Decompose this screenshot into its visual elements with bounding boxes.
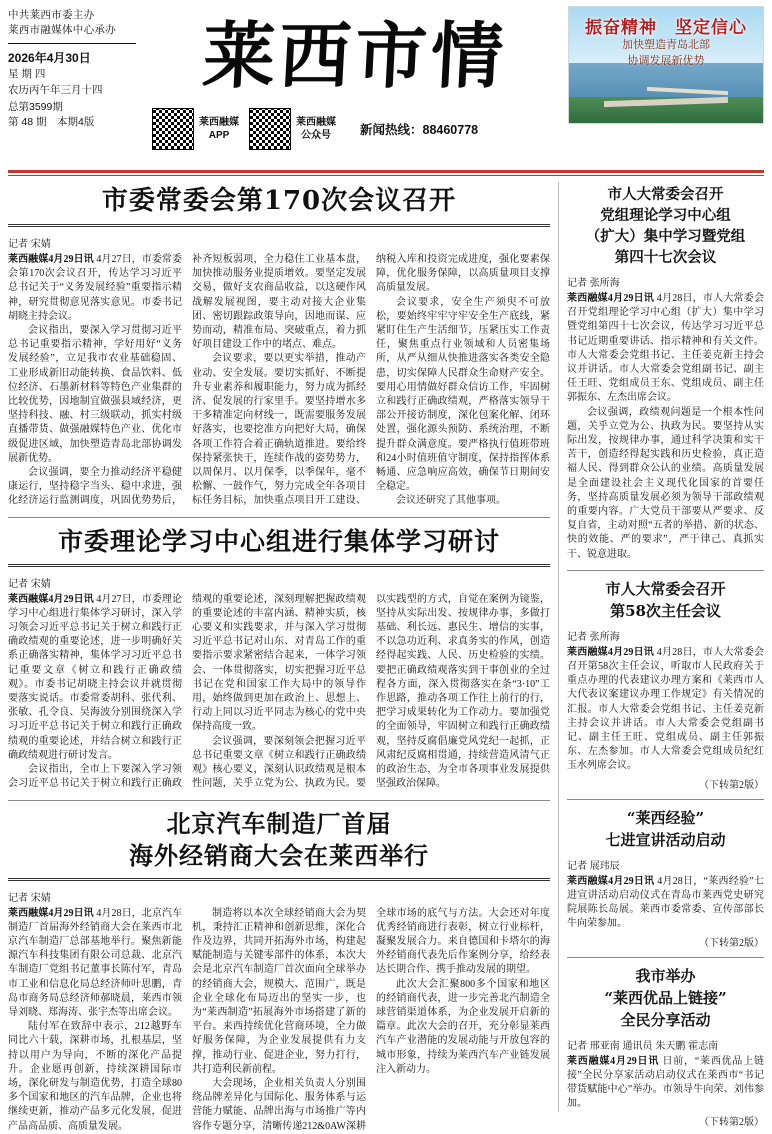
- issue-number: 第 48 期 本期4版: [8, 116, 95, 128]
- article-1-para-1: 会议指出，要深入学习贯彻习近平总书记重要指示精神，学好用好“义务发展经验”，立足我市农业基础稳固、工业形成新旧动能转换、食品饮料、低位经济、石墨新材料等特色产业集群的比较优势，因地制宜做强县域经济，更坚持科技、融、村三级联动，抓实村级直播带货、做强融媒特色产业、优化市级促进区域，加快塑造青岛北部协调发展新优势。: [8, 325, 182, 464]
- article-1-lead: [8, 253, 182, 324]
- side-article-2-dateline: 莱西融媒4月29日讯: [567, 646, 655, 658]
- side-article-4-headline-line-1: 我市举办: [635, 966, 696, 985]
- date-lunar: 农历丙午年三月十四: [8, 84, 103, 96]
- qr-app-label-2: APP: [208, 130, 230, 141]
- weekday: 星 期 四: [8, 68, 46, 80]
- qr-wechat-label-2: 公众号: [301, 130, 331, 141]
- issue-total: 总第3599期: [8, 101, 63, 113]
- article-1-para-5: 会议还研究了其他事项。: [396, 495, 506, 507]
- article-1-dateline-2: 4月27日，: [96, 254, 142, 265]
- rule: [8, 517, 550, 518]
- masthead: [8, 6, 764, 166]
- side-article-3-dateline: 莱西融媒4月29日讯: [567, 875, 655, 887]
- side-article-1-headline-line-3: （扩大）集中学习暨党组: [585, 228, 746, 245]
- promo-subtitle: [569, 37, 763, 69]
- masthead-right: [568, 6, 764, 124]
- masthead-rule: [8, 170, 764, 173]
- article-2-dateline: 莱西融媒4月29日讯: [8, 593, 94, 605]
- article-3-lead: [8, 907, 182, 1021]
- side-article-1-para-1: 会议强调，政绩观问题是一个根本性问题，关乎立党为公、执政为民。要坚持从实际出发，按规律办事，通过科学决策和实干苦干，创造经得起实践和历史检验，真正造福人民、得到群众公认的业绩。高质量发展是全面建设社会主义现代化国家的首要任务，坚持高质量发展必须为领导干部政绩观的重要内容。广大党员干部要从严要求、反复自省，主动对照“五者的举措、新的状态、快的效能、严的要求”，严于律己、真抓实干、锐意进取。: [567, 406, 764, 560]
- side-article-3: [567, 807, 764, 949]
- side-article-2-dateline-2: 4月28日，: [656, 646, 703, 658]
- qr-code-icon[interactable]: [249, 108, 291, 150]
- article-3-para-0: 北京汽车制造厂首届海外经销商大会在莱西市北京汽车制造厂总部基地举行。聚焦新能源汽车科技集团有限公司总裁、北京汽车制造厂党组书记董事长陈付军，青岛市工业和信息化局总经济师叶思鹏，青岛市商务局总经济师郝晓晨，莱西市领导刘晓、郑海涛、张宇杰等出席会议。: [8, 907, 183, 1018]
- side-article-2-lead: [567, 646, 764, 774]
- side-column: [558, 182, 765, 1129]
- rule: [8, 800, 550, 801]
- qr-app-label-1: 莱西融媒: [199, 117, 239, 128]
- article-2-para-0: 市委理论学习中心组进行集体学习研讨，深入学习领会习近平总书记关于树立和践行正确政绩观的重要论述，进一步明确好关系正确落实精神，集体学习习近平总书记重要文章《树立和践行正确政绩观》。市委书记胡晓主持会议并就贯彻要落实说话。市委常委胡科、张代利、张敏、孔令良、吴海波分别围绕深入学习习近平总书记关于树立和践行正确政绩观的重要论述，并结合树立和践行正确政绩观进行研讨发言。: [8, 593, 183, 761]
- side-article-1-lead: [567, 292, 764, 406]
- promo-subtitle-1: 加快塑造青岛北部: [622, 39, 710, 51]
- article-1-para-3: 会议要求，要以更实举措，推动产业动、安全发展。要切实抓好、不断提升专业素养和履职能力，努力成为抓经济、促发展的行家里手。要坚持增水多干多精准定向材线一，既需要服务发展好落实，也要挖准方向把好大局，确保各项工作符合着正确轨道推进。要给终保持紧张快干，连续作战的姿势势力，以周保月、以月保季，以季保年，毫不松懈、一鼓作气，努力完成全年各项目标任务目标，加快重点项目开工建设、纳税入库和投资完成进度，强化要素保障，优化服务保障，以高质量项目支撑高质量发展。: [192, 254, 550, 507]
- side-article-3-lead: [567, 875, 764, 932]
- news-hotline: 新闻热线：88460778: [360, 123, 479, 137]
- article-1-headline: 市委常委会第170次会议召开: [101, 186, 457, 216]
- article-2-para-1: 会议指出，全市上下要深入学习领会习近平总书记关于树立和践行正确政绩观的重要论述，深刻理解把握政绩观的重要论述的丰富内涵、精神实质，核心要义和实践要求，并与深入学习贯彻习近平总书记对山东、对青岛工作的重要指示要求紧密结合起来，一体学习领会、一体贯彻落实，切实把握习近平总书记在党和国家工作大局中的领导作用，始终做到更加在政治上、思想上、行动上同以习近平同志为核心的党中央保持高度一致。: [8, 593, 366, 790]
- side-article-1-dateline-2: 4月28日，: [656, 293, 703, 304]
- article-3-headline-line-1: 北京汽车制造厂首届: [166, 808, 392, 838]
- rule: [8, 224, 550, 227]
- qr-row: [142, 108, 568, 150]
- article-2-byline: 记者 宋婧: [8, 578, 51, 590]
- masthead-left: [8, 6, 136, 130]
- side-article-2: [567, 578, 764, 791]
- article-3: [8, 808, 550, 1134]
- side-article-3-dateline-2: 4月28日，: [657, 875, 704, 887]
- date-gregorian: 2026年4月30日: [8, 51, 91, 65]
- article-1: [8, 184, 550, 509]
- side-article-4-headline-line-2: “莱西优品上链接”: [604, 988, 727, 1007]
- article-1-dateline: 莱西融媒4月29日讯: [8, 254, 94, 265]
- article-3-para-1: 陆付军在致辞中表示，212越野车同比六十载，深耕市场，扎根基层，坚持以用户为导向，不断的深化产品提升。企业愿再创新，持续深耕国际市场，深化研发与制造优势，打造全球80多个国家和地区的汽车品牌，企业也将继续更新，推动产品多元化发展，促进产品高品质、高质量发展。: [8, 1021, 182, 1132]
- article-1-byline: 记者 宋婧: [8, 239, 51, 250]
- article-3-para-4: 此次大会汇聚800多个国家和地区的经销商代表，进一步完善北汽制造全球营销渠道体系，为企业发展开启新的篇章。此次大会的召开，充分彰显莱西汽车产业潜能的发展动能与开放包容的城市形象，持续为莱西汽车产业链发展注入新动力。: [376, 978, 550, 1075]
- article-2-para-2: 会议强调，要深刻领会把握习近平总书记重要文章《树立和践行正确政绩观》核心要义，深刻认识政绩观是根本性问题，关乎立党为公、执政为民。要以实践型的方式，自觉在案例为镜鉴，坚持从实际出发、按规律办事，多做打基础、利长远、惠民生、增信的实事，不以急功近利、求真务实的作风，创造经得起实践、人民、历史检验的实绩。要把正确政绩观落实到干事创业的全过程各方面，深入贯彻落实在条“3·10”工作思路，推动各项工作往上前行的行，把学习成果转化为工作动力。要加强党的全面领导，牢固树立和践行正确政绩观，坚持反腐倡廉党风党纪一起抓，正风肃纪反腐相贯通，持续营造风清气正的政治生态，为全市各项事业发展提供坚强政治保障。: [192, 593, 550, 790]
- side-article-1: [567, 184, 764, 562]
- side-article-3-para-0: “莱西经验”七进宣讲活动启动仪式在青岛市莱西党史研究院展陈长岛展。莱西市委常委、宣传部部长牛向荣参加。: [567, 875, 765, 930]
- side-article-3-jump: （下转第2版）: [699, 937, 764, 949]
- rule: [8, 564, 550, 567]
- qr-code-icon[interactable]: [152, 108, 194, 150]
- rule: [567, 799, 764, 800]
- issue-info: [8, 100, 136, 130]
- rule: [567, 570, 764, 571]
- promo-subtitle-2: 协调发展新优势: [627, 55, 705, 67]
- side-article-1-headline-line-1: 市人大常委会召开: [607, 186, 724, 203]
- promo-slogan: 振奋精神 坚定信心: [585, 18, 747, 38]
- masthead-rule-thin: [8, 175, 764, 176]
- side-article-4-dateline: 莱西融媒4月29日讯: [567, 1055, 660, 1067]
- article-3-byline: 记者 宋婧: [8, 892, 51, 904]
- side-article-1-para-0: 市人大常委会召开党组理论学习中心组（扩大）集中学习暨党组第四十七次会议，传达学习习近平总书记近期重要讲话、指示精神和有关文件。市人大常委会党组书记、主任姜克新主持会议并讲话。市人大常委会党组副书记、副主任王旺、党组成员王东、党组成员、副主任郭振东、左杰出席会议。: [567, 293, 765, 404]
- side-article-3-headline-line-1: “莱西经验”: [626, 808, 705, 827]
- side-article-3-byline: 记者 展玮辰: [567, 860, 620, 872]
- dateline: [8, 50, 136, 98]
- side-article-4-headline: [567, 965, 764, 1031]
- side-article-1-byline: 记者 张所海: [567, 278, 620, 289]
- masthead-center: [136, 6, 568, 150]
- side-article-2-headline-line-1: 市人大常委会召开: [605, 579, 726, 598]
- side-article-3-body: [567, 875, 764, 932]
- page-content: [8, 182, 765, 1132]
- side-article-2-headline: [567, 578, 764, 622]
- side-article-1-headline-line-4: 第四十七次会议: [614, 249, 717, 266]
- qr-app[interactable]: [152, 108, 239, 150]
- rule: [8, 878, 550, 881]
- article-3-headline: [8, 808, 550, 872]
- article-2-body: [8, 593, 550, 792]
- article-1-para-2: 会议强调，要全力推动经济平稳健康运行，坚持稳字当头、稳中求进，强化经济运行监测调度，巩固优势势后，补齐短板弱项，全力稳住工业基本盘，加快推动服务业提质增效。要坚定发展交易，做好支农商品收益，以这硬作风战解发展视图，要主动对接大企业集团、密切跟踪政策导向，因地而谋、应势而动，精准布局、突破重点，着力抓好项目建设工作中的堵点、难点。: [8, 254, 366, 507]
- masthead-divider: [8, 43, 136, 44]
- article-1-body: [8, 253, 550, 509]
- article-2-dateline-2: 4月27日，: [96, 593, 142, 605]
- side-article-2-body: [567, 646, 764, 774]
- side-article-2-byline: 记者 张所海: [567, 631, 620, 643]
- publisher-line-2: 莱西市融媒体中心承办: [8, 24, 116, 36]
- side-article-4-body: [567, 1055, 764, 1112]
- article-3-headline-line-2: 海外经销商大会在莱西举行: [129, 840, 429, 870]
- main-column: [8, 182, 550, 1132]
- side-article-1-body: [567, 292, 764, 562]
- side-article-1-dateline: 莱西融媒4月29日讯: [567, 293, 655, 304]
- publisher-line-1: 中共莱西市委主办: [8, 9, 95, 21]
- side-article-2-headline-line-2: 第58次主任会议: [610, 601, 721, 620]
- article-1-para-0: 市委常委会第170次会议召开，传达学习习近平总书记关于“义务发展经验”重要指示精神，研究贯彻意见落实意见。市委书记胡晓主持会议。: [8, 254, 183, 322]
- rule: [567, 957, 764, 958]
- side-article-4-lead: [567, 1055, 764, 1112]
- qr-wechat-label-1: 莱西融媒: [296, 117, 336, 128]
- side-article-2-jump: （下转第2版）: [699, 779, 764, 791]
- side-article-4: [567, 965, 764, 1129]
- newspaper-nameplate: 莱西市情: [200, 13, 510, 98]
- side-article-4-jump: （下转第2版）: [699, 1117, 764, 1129]
- article-3-dateline: 莱西融媒4月29日讯: [8, 907, 94, 919]
- article-3-body: [8, 907, 550, 1134]
- side-article-4-headline-line-3: 全民分享活动: [620, 1010, 711, 1029]
- promo-banner: [568, 6, 764, 124]
- article-1-para-4: 会议要求，安全生产须臾不可放松，要始终牢牢守牢安全生产底线，紧紧盯住生产生活细节，压紧压实工作责任，聚焦重点行业领域和人员密集场所，从严从细从快推进落实各类安全隐患，切实保障人民群众生命财产安全。要用心用情做好群众信访工作，牢固树立和践行正确政绩观，严格落实领导干部公开接访制度，深化包案化解、闭环处置，强化源头预防、系统治理，不断提升群众满意度。要严格执行值班带班和24小时值班值守制度，保持指挥体系畅通、应急响应高效，确保节日期间安全稳定。: [376, 296, 550, 493]
- article-2-headline: 市委理论学习中心组进行集体学习研讨: [57, 526, 500, 556]
- article-2: [8, 525, 550, 792]
- side-article-2-para-0: 市人大常委会召开第58次主任会议，听取市人民政府关于重点办理的代表建议办理方案和《莱西市人大代表议案建议办理工作规定》有关情况的汇报。市人大常委会党组书记、主任姜克新主持会议并讲话。市人大常委会党组副书记、副主任王旺、党组成员、副主任郭振东、左杰参加。市人大常委会党组成员纪红玉水列席会议。: [567, 646, 765, 772]
- article-3-para-2: 制造将以本次全球经销商大会为契机，秉持汇正精神和创新思维，深化合作及边界，共同开拓海外市场，构建起赋能制造与关键零部件的体系，本次大会是北京汽车制造厂首次面向全球举办的经销商大会，规模大、范围广，既是企业全球化布局迈出的坚实一步，也为“莱西制造”拓展海外市场搭建了新的平台。来西持续优化营商环境，全力做好服务保障，为企业发展提供有力支撑，推动行业、促进企业，努力打行，共打造利民新前程。: [192, 907, 366, 1075]
- side-article-1-headline: [567, 184, 764, 268]
- side-article-1-headline-line-2: 党组理论学习中心组: [600, 207, 731, 224]
- side-article-4-byline: 记者 邢亚南 通讯员 朱天鹏 霍志南: [567, 1040, 719, 1052]
- article-2-lead: [8, 593, 182, 763]
- article-3-dateline-2: 4月28日，: [96, 907, 142, 919]
- article-3-para-3: 大会现场，企业相关负责人分别围绕品牌差异化与国际化、服务体系与运营能力赋能、品牌出海与市场推广等内容作专题分享，清晰传递212&0AW深耕全球市场的底气与方法。大会还对年度优秀经销商进行表彰，树立行业标杆，凝聚发展合力。来自德国和卡塔尔的海外经销商代表先后作案例分享，给经表达长期合作、携手推动发展的期望。: [192, 907, 550, 1132]
- side-article-3-headline-line-2: 七进宣讲活动启动: [605, 830, 726, 849]
- qr-wechat[interactable]: [249, 108, 336, 150]
- side-article-4-dateline-2: 日前，“莱西优品上链接”全民分享家活动启动仪式在莱西市“书记带货赋能中心”举办。市领导牛向荣、刘伟参加。: [567, 1055, 765, 1110]
- side-article-3-headline: [567, 807, 764, 851]
